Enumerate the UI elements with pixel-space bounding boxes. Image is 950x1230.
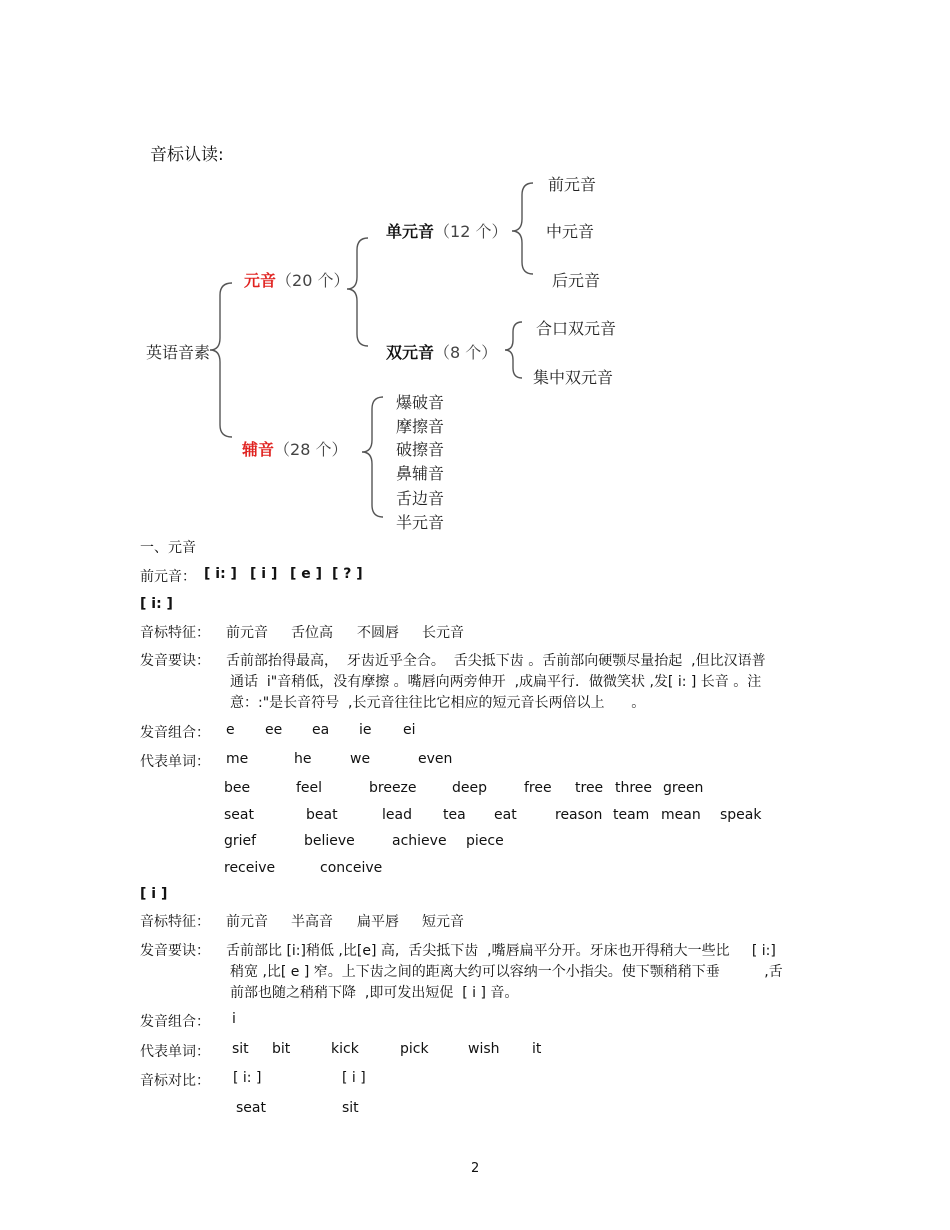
word: piece [466,833,504,849]
ii-combo: ea [312,722,330,738]
word: deep [452,780,487,796]
mono-child: 后元音 [552,271,601,290]
tree-diphthong [386,340,497,363]
word: receive [224,860,276,876]
ii-combo: e [226,722,235,738]
tree-vowel [244,268,349,291]
word: kick [331,1041,359,1057]
vowel-count: （20 个） [276,271,350,290]
ii-combo: ee [265,722,283,738]
word: believe [304,833,355,849]
page-number: 2 [471,1161,480,1176]
word: he [294,751,312,767]
tree-root: 英语音素 [146,343,211,362]
mono-child: 中元音 [546,222,595,241]
page-heading: 音标认读: [150,145,224,165]
ii-feature-label: 音标特征： [140,625,210,641]
word: green [663,780,704,796]
consonant-child: 半元音 [396,513,445,532]
ii-combo: ie [359,722,372,738]
word: eat [494,807,517,823]
front-symbol: [ e ] [290,566,323,582]
i-combo: i [232,1011,236,1027]
word: three [615,780,653,796]
word: reason [555,807,603,823]
ii-feature: 舌位高 [291,625,333,641]
i-tips-line: 舌前部比 [i:]稍低 ,比[e] 高, 舌尖抵下齿 ,嘴唇扁平分开。牙床也开得稍大一些比 [ i:] [226,943,776,959]
i-feature: 短元音 [422,914,464,930]
ii-combo-label: 发音组合： [140,725,210,741]
word: wish [468,1041,500,1057]
i-compare-label: 音标对比： [140,1073,210,1089]
front-symbol: [ i ] [250,566,278,582]
i-feature: 半高音 [291,914,333,930]
tree-consonant [242,437,347,460]
consonant-label: 辅音 [242,440,275,459]
tree-brackets [0,0,950,540]
i-combo-label: 发音组合： [140,1014,210,1030]
word: breeze [369,780,417,796]
consonant-child: 摩擦音 [396,417,445,436]
i-feature: 扁平唇 [357,914,399,930]
compare-header: [ i ] [342,1070,366,1086]
root-bracket [210,283,232,437]
section-title: 一、元音 [140,540,196,556]
i-words-label: 代表单词： [140,1044,210,1060]
word: me [226,751,249,767]
front-vowel-label: 前元音： [140,569,196,585]
word: tea [443,807,466,823]
consonant-count: （28 个） [274,440,348,459]
ii-feature: 不圆唇 [357,625,399,641]
compare-header: [ i: ] [233,1070,262,1086]
ii-tips-label: 发音要诀： [140,653,210,669]
i-tips-line: 前部也随之稍稍下降 ,即可发出短促 [ i ] 音。 [230,985,519,1001]
word: beat [306,807,338,823]
word: speak [720,807,762,823]
compare-word: sit [342,1100,359,1116]
vowel-bracket [347,238,368,346]
word: tree [575,780,604,796]
ii-tips-line: 舌前部抬得最高， 牙齿近乎全合。 舌尖抵下齿 。舌前部向硬颚尽量抬起 ,但比汉语普 [226,653,766,669]
vowel-label: 元音 [244,271,277,290]
consonant-bracket [362,397,383,517]
front-symbol: [ ? ] [332,566,363,582]
mono-child: 前元音 [548,175,597,194]
word: feel [296,780,323,796]
ii-feature: 前元音 [226,625,268,641]
word: it [532,1041,542,1057]
word: bit [272,1041,291,1057]
consonant-child: 舌边音 [396,489,445,508]
i-tips-label: 发音要诀： [140,943,210,959]
mono-count: （12 个） [434,222,508,241]
ii-feature: 长元音 [422,625,464,641]
word: even [418,751,453,767]
word: sit [232,1041,249,1057]
i-feature: 前元音 [226,914,268,930]
word: lead [382,807,412,823]
word: pick [400,1041,429,1057]
word: seat [224,807,254,823]
diph-child: 合口双元音 [536,319,617,338]
word: grief [224,833,257,849]
word: team [613,807,650,823]
ii-combo: ei [403,722,416,738]
word: conceive [320,860,383,876]
diph-label: 双元音 [386,343,435,362]
diph-child: 集中双元音 [533,368,614,387]
word: mean [661,807,701,823]
i-heading: [ i ] [140,886,168,902]
compare-word: seat [236,1100,266,1116]
ii-heading: [ i: ] [140,596,173,612]
ii-tips-line: 意：:"是长音符号 ,长元音往往比它相应的短元音长两倍以上 。 [230,695,646,711]
consonant-child: 鼻辅音 [396,464,445,483]
mono-label: 单元音 [386,222,435,241]
consonant-child: 爆破音 [396,393,445,412]
tree-monophthong [386,219,507,242]
diph-bracket [505,322,522,378]
word: achieve [392,833,447,849]
word: we [350,751,371,767]
diph-count: （8 个） [434,343,498,362]
consonant-child: 破擦音 [396,440,445,459]
ii-words-label: 代表单词： [140,754,210,770]
ii-tips-line: 通话 i"音稍低，没有摩擦 。嘴唇向两旁伸开 ,成扁平行．做微笑状 ,发[ i: ] 长音 。注 [230,674,762,690]
i-tips-line: 稍宽 ,比[ e ] 窄。上下齿之间的距离大约可以容纳一个小指尖。使下颚稍稍下垂 ,舌 [230,964,783,980]
front-symbol: [ i: ] [204,566,237,582]
word: bee [224,780,251,796]
mono-bracket [512,183,533,274]
i-feature-label: 音标特征： [140,914,210,930]
word: free [524,780,552,796]
